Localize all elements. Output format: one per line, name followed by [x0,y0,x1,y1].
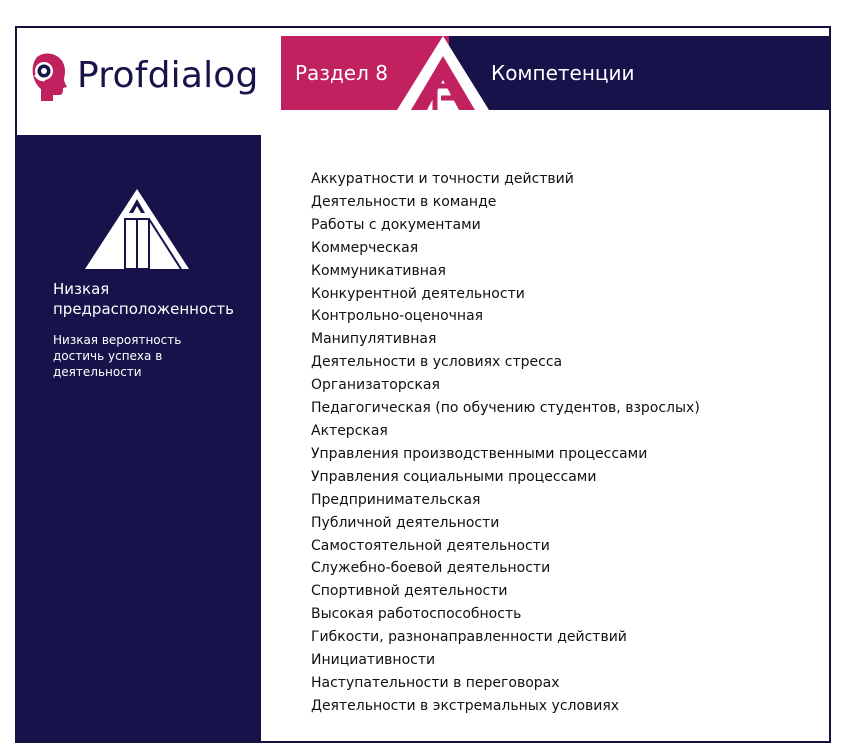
list-item: Деятельности в экстремальных условиях [311,697,620,714]
pyramid-level-icon [85,187,189,269]
list-item: Манипулятивная [311,331,437,348]
level-sidebar [17,135,261,743]
profdialog-head-icon [29,51,69,101]
list-item: Самостоятельной деятельности [311,537,550,554]
list-item: Инициативности [311,652,436,669]
section-title: Компетенции [491,61,635,85]
list-item: Аккуратности и точности действий [311,171,574,187]
document-frame [15,26,831,743]
list-item: Предпринимательская [311,491,481,508]
triangle-logo-icon [397,36,489,110]
list-item: Спортивной деятельности [311,583,508,600]
list-item: Публичной деятельности [311,514,500,531]
brand-name: Profdialog [77,55,259,96]
list-item: Актерская [311,422,388,439]
list-item: Коммуникативная [311,262,446,279]
list-item: Работы с документами [311,216,481,233]
list-item: Гибкости, разнонаправленности действий [311,629,627,646]
level-description: Низкая вероятность достичь успеха в деятельности [53,333,182,379]
list-item: Конкурентной деятельности [311,285,525,302]
list-item: Служебно-боевой деятельности [311,560,551,577]
list-item: Наступательности в переговорах [311,674,560,691]
list-item: Педагогическая (по обучению студентов, взрослых) [311,400,700,417]
list-item: Деятельности в команде [311,193,497,210]
brand-logo [29,46,259,106]
list-item: Коммерческая [311,239,419,256]
level-title: Низкая предрасположенность [53,280,234,318]
list-item: Высокая работоспособность [311,606,522,623]
competency-list [311,168,700,718]
section-number: Раздел 8 [295,61,388,85]
list-item: Контрольно-оценочная [311,308,484,325]
list-item: Деятельности в условиях стресса [311,354,563,371]
section-header [281,36,831,110]
list-item: Организаторская [311,377,440,394]
list-item: Управления социальными процессами [311,468,597,485]
list-item: Управления производственными процессами [311,445,648,462]
